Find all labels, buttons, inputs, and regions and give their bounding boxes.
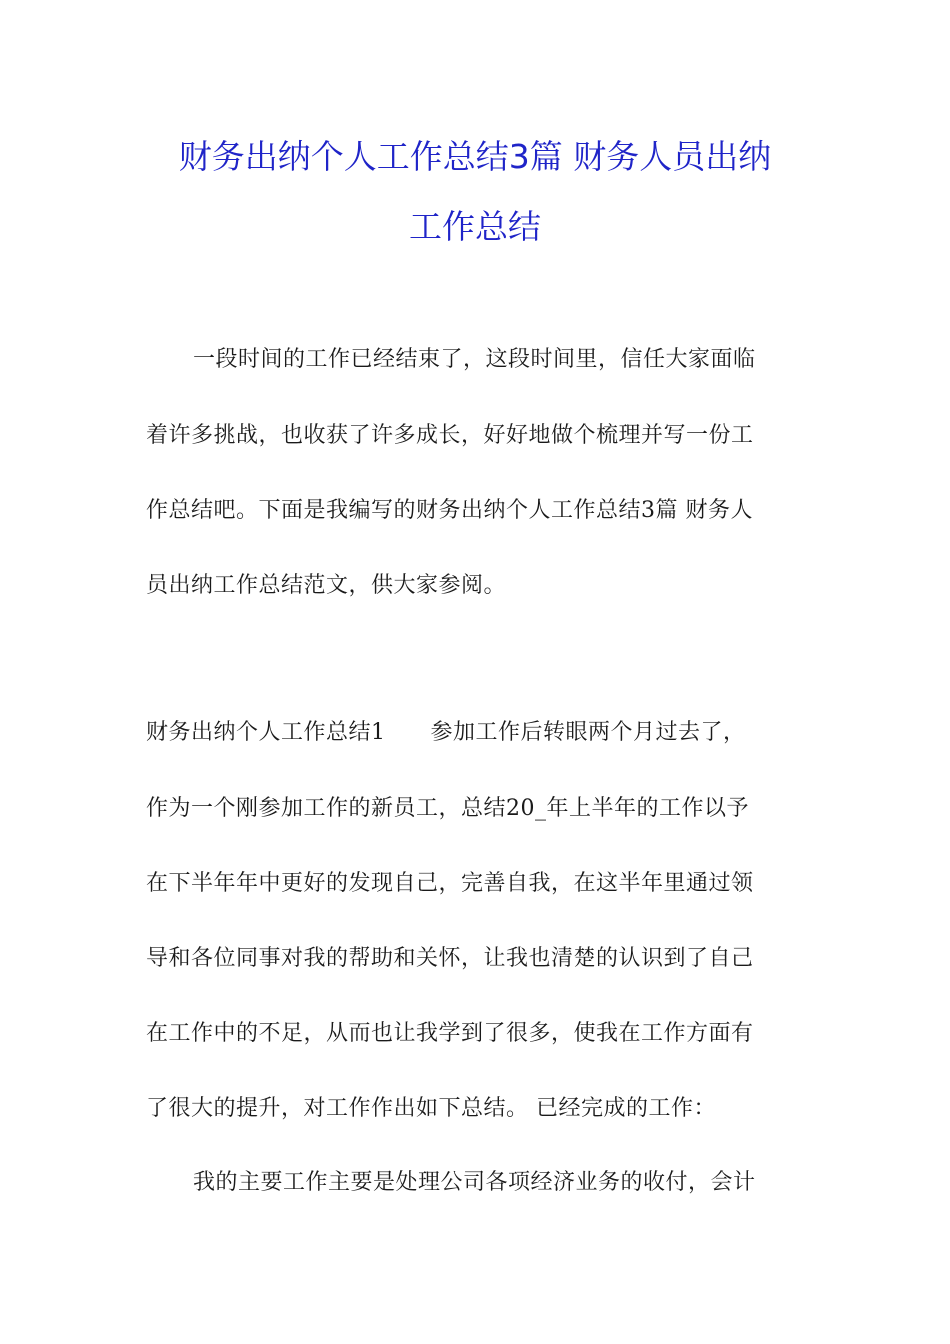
document-title-line-2: 工作总结 [409, 207, 541, 246]
intro-line-3: 作总结吧。下面是我编写的财务出纳个人工作总结3篇 财务人 [146, 498, 753, 523]
section1-line-5: 在工作中的不足，从而也让我学到了很多，使我在工作方面有 [146, 1021, 754, 1046]
intro-line-2: 着许多挑战，也收获了许多成长，好好地做个梳理并写一份工 [146, 423, 754, 448]
section1-line-4: 导和各位同事对我的帮助和关怀，让我也清楚的认识到了自己 [146, 946, 754, 971]
section1-line-2: 作为一个刚参加工作的新员工，总结20_年上半年的工作以予 [146, 796, 749, 821]
section1-line-1: 财务出纳个人工作总结1 参加工作后转眼两个月过去了， [146, 720, 746, 745]
section1-line-7: 我的主要工作主要是处理公司各项经济业务的收付，会计 [193, 1170, 756, 1195]
section1-line-6: 了很大的提升，对工作作出如下总结。 已经完成的工作： [146, 1096, 716, 1121]
document-title-line-1: 财务出纳个人工作总结3篇 财务人员出纳 [178, 137, 772, 176]
intro-line-1: 一段时间的工作已经结束了，这段时间里，信任大家面临 [193, 347, 756, 372]
intro-line-4: 员出纳工作总结范文，供大家参阅。 [146, 573, 507, 598]
section1-line-3: 在下半年年中更好的发现自己，完善自我，在这半年里通过领 [146, 871, 754, 896]
